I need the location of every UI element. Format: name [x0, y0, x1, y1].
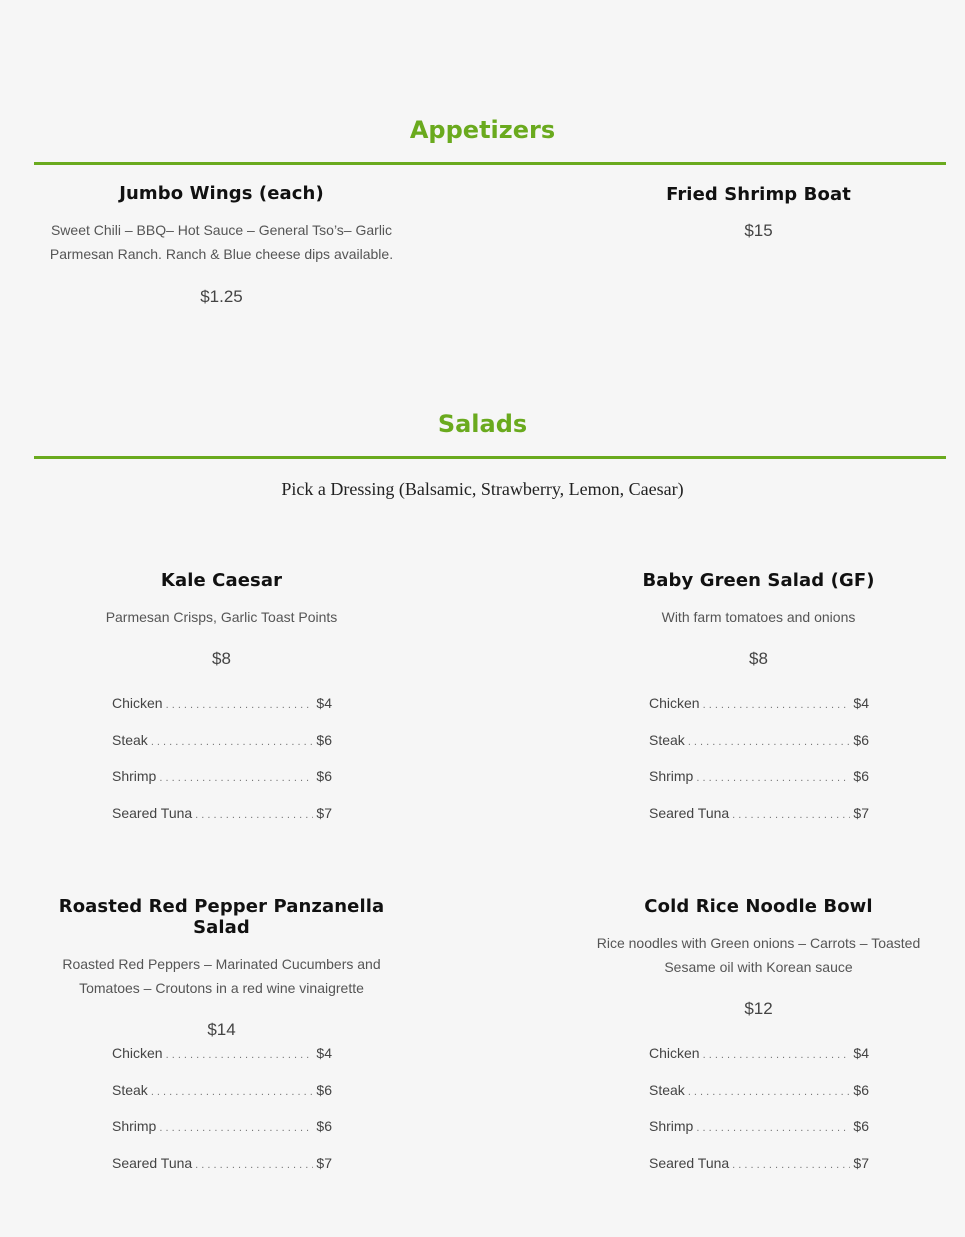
addon-row — [649, 1082, 869, 1119]
addon-name: Steak — [649, 731, 685, 748]
addon-list — [112, 1045, 332, 1192]
addon-row — [649, 805, 869, 842]
addon-name: Seared Tuna — [649, 1155, 730, 1172]
item-description: Roasted Red Peppers – Marinated Cucumbers and Tomatoes – Croutons in a red wine vinaigrette — [62, 956, 381, 996]
addon-row — [112, 768, 332, 805]
leader-dots — [159, 772, 313, 784]
addon-name: Seared Tuna — [649, 805, 730, 822]
menu-item-fried-shrimp-boat — [571, 184, 946, 241]
item-description: With farm tomatoes and onions — [661, 609, 856, 625]
addon-row — [112, 1118, 332, 1155]
leader-dots — [688, 1086, 851, 1098]
addon-price: $6 — [853, 731, 869, 748]
addon-price: $6 — [853, 1081, 869, 1098]
addon-price: $4 — [316, 695, 332, 711]
leader-dots — [688, 736, 851, 748]
addon-price: $7 — [316, 805, 332, 822]
addon-name: Chicken — [112, 1045, 163, 1061]
addon-name: Chicken — [112, 695, 163, 711]
addon-price: $4 — [853, 695, 869, 711]
appetizers-divider — [34, 162, 946, 165]
addon-list — [649, 1045, 869, 1192]
addon-row — [649, 1045, 869, 1082]
leader-dots — [732, 809, 850, 821]
leader-dots — [166, 1049, 314, 1061]
menu-item-kale-caesar — [34, 570, 409, 669]
item-description: Sweet Chili – BBQ– Hot Sauce – General Tso’s– Garlic Parmesan Ranch. Ranch & Blue cheese dips available. — [49, 222, 394, 262]
addon-price: $6 — [853, 1118, 869, 1135]
addon-price: $6 — [316, 1081, 332, 1098]
addon-row — [112, 732, 332, 769]
menu-item-panzanella-salad — [34, 896, 409, 1040]
addon-name: Steak — [112, 731, 148, 748]
addon-name: Seared Tuna — [112, 1155, 193, 1172]
leader-dots — [195, 809, 313, 821]
leader-dots — [696, 1122, 850, 1134]
item-name: Cold Rice Noodle Bowl — [644, 896, 873, 917]
item-description: Rice noodles with Green onions – Carrots – Toasted Sesame oil with Korean sauce — [596, 935, 921, 975]
addon-price: $7 — [853, 805, 869, 822]
item-description: Parmesan Crisps, Garlic Toast Points — [105, 609, 338, 625]
leader-dots — [159, 1122, 313, 1134]
leader-dots — [151, 1086, 314, 1098]
addon-price: $4 — [316, 1045, 332, 1061]
dressing-note: Pick a Dressing (Balsamic, Strawberry, Lemon, Caesar) — [281, 479, 684, 499]
addon-price: $7 — [316, 1155, 332, 1172]
addon-row — [112, 695, 332, 732]
addon-list — [112, 695, 332, 842]
addon-name: Chicken — [649, 695, 700, 711]
leader-dots — [195, 1159, 313, 1171]
leader-dots — [703, 1049, 851, 1061]
menu-item-jumbo-wings — [34, 183, 409, 307]
item-price: $8 — [749, 649, 768, 668]
addon-row — [649, 768, 869, 805]
addon-name: Steak — [649, 1081, 685, 1098]
item-price: $1.25 — [200, 287, 243, 306]
addon-row — [649, 732, 869, 769]
addon-name: Shrimp — [112, 1118, 157, 1135]
addon-list — [649, 695, 869, 842]
leader-dots — [151, 736, 314, 748]
item-name: Baby Green Salad (GF) — [642, 570, 875, 591]
addon-name: Shrimp — [112, 768, 157, 785]
item-name: Kale Caesar — [160, 570, 283, 591]
salads-divider — [34, 456, 946, 459]
addon-row — [649, 1155, 869, 1192]
menu-item-baby-green-salad — [571, 570, 946, 669]
item-name: Jumbo Wings (each) — [119, 183, 324, 204]
addon-price: $6 — [316, 768, 332, 785]
addon-name: Chicken — [649, 1045, 700, 1061]
addon-row — [649, 1118, 869, 1155]
item-name: Fried Shrimp Boat — [666, 184, 851, 205]
item-price: $15 — [744, 221, 773, 240]
addon-row — [112, 805, 332, 842]
item-price: $8 — [212, 649, 231, 668]
addon-row — [112, 1155, 332, 1192]
item-price: $14 — [207, 1020, 236, 1039]
addon-name: Seared Tuna — [112, 805, 193, 822]
addon-row — [112, 1045, 332, 1082]
addon-price: $6 — [853, 768, 869, 785]
addon-row — [649, 695, 869, 732]
addon-price: $4 — [853, 1045, 869, 1061]
menu-item-cold-rice-noodle-bowl — [571, 896, 946, 1019]
addon-row — [112, 1082, 332, 1119]
leader-dots — [696, 772, 850, 784]
item-name: Roasted Red Pepper Panzanella Salad — [58, 896, 385, 938]
addon-name: Steak — [112, 1081, 148, 1098]
addon-price: $6 — [316, 1118, 332, 1135]
item-price: $12 — [744, 999, 773, 1018]
salads-heading: Salads — [437, 410, 528, 438]
addon-name: Shrimp — [649, 1118, 694, 1135]
appetizers-heading: Appetizers — [409, 116, 556, 144]
leader-dots — [703, 699, 851, 711]
addon-price: $6 — [316, 731, 332, 748]
leader-dots — [166, 699, 314, 711]
addon-name: Shrimp — [649, 768, 694, 785]
addon-price: $7 — [853, 1155, 869, 1172]
leader-dots — [732, 1159, 850, 1171]
